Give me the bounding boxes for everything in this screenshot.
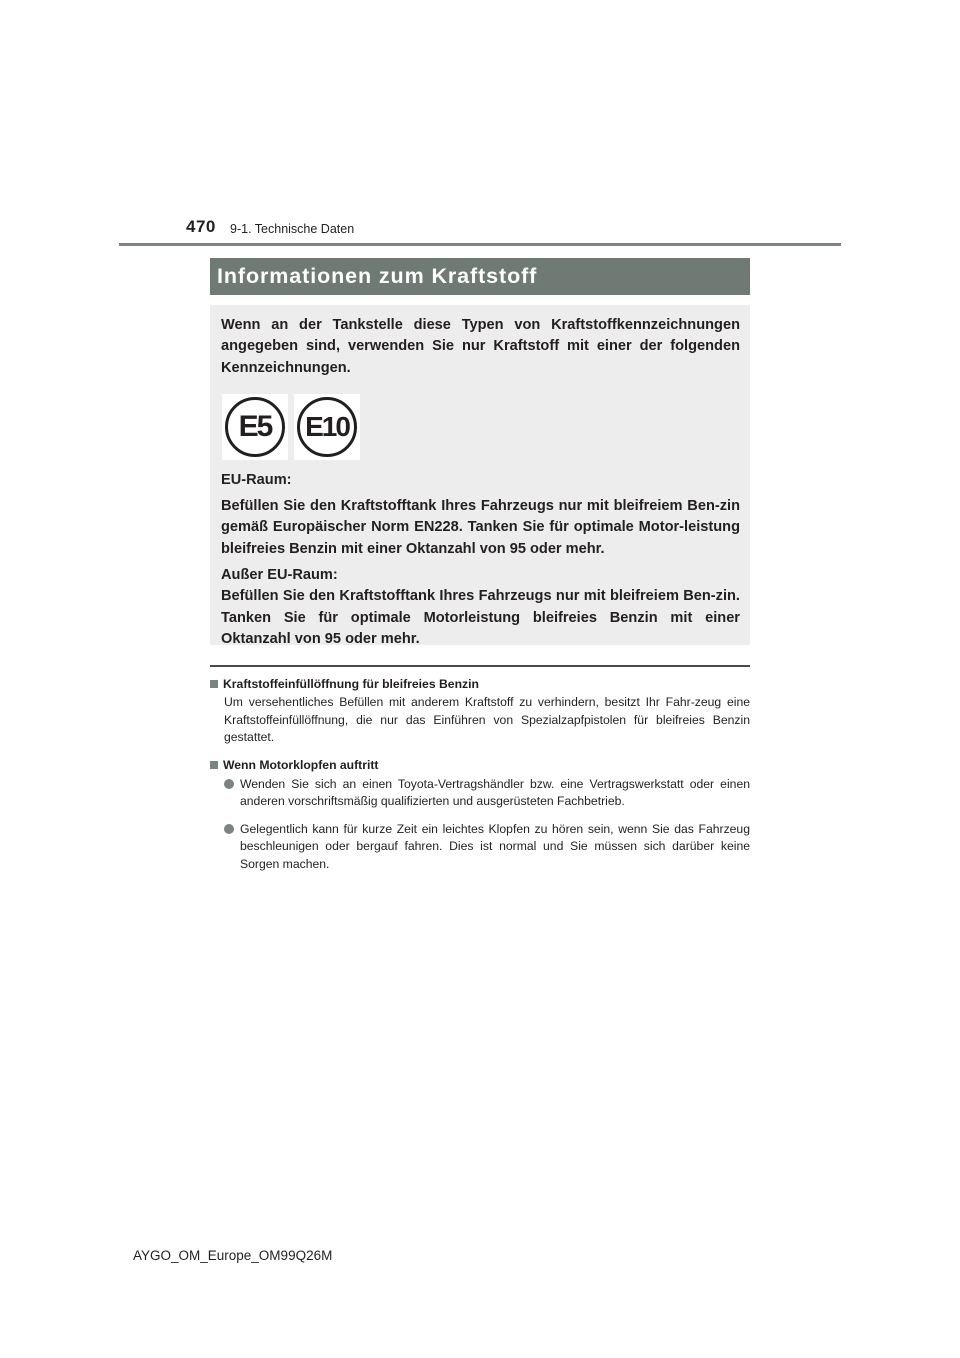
square-bullet-icon [210,761,218,769]
list-item-text: Gelegentlich kann für kurze Zeit ein leichtes Klopfen zu hören sein, wenn Sie das Fahrzeug beschleunigen oder bergauf fahren. Dies ist normal und Sie müssen sich darüber keine Sorgen machen. [240,821,750,871]
header-rule [119,243,841,246]
non-eu-heading: Außer EU-Raum: [221,567,338,584]
section-label: 9-1. Technische Daten [230,222,355,236]
e10-fuel-label-icon [294,394,360,460]
round-bullet-icon [224,779,234,789]
non-eu-text: Befüllen Sie den Kraftstofftank Ihres Fahrzeugs nur mit bleifreiem Ben-zin. Tanken Sie für optimale Motorleistung bleifreies Benzin mit einer Oktanzahl von 95 oder mehr. [221,588,740,647]
notes-section [210,676,750,873]
eu-text: Befüllen Sie den Kraftstofftank Ihres Fahrzeugs nur mit bleifreiem Ben-zin gemäß Europäischer Norm EN228. Tanken Sie für optimale Motor-leistung bleifreies Benzin mit einer Oktanzahl von 95 oder mehr. [221,498,740,557]
round-bullet-icon [224,824,234,834]
note-heading: Wenn Motorklopfen auftritt [223,757,379,772]
note-fuel-filler [210,676,750,747]
e5-fuel-label-icon [222,394,288,460]
note-engine-knocking [210,757,750,874]
page-number: 470 [186,217,216,236]
page-title: Informationen zum Kraftstoff [210,258,750,295]
list-item [224,821,750,874]
non-eu-section [221,565,740,650]
note-body: Um versehentliches Befüllen mit anderem Kraftstoff zu verhindern, besitzt Ihr Fahr-zeug eine Kraftstoffeinfüllöffnung, die nur das Einführen von Spezialzapfpistolen für bleifreies Benzin gestattet. [224,695,750,744]
footer-doc-id: AYGO_OM_Europe_OM99Q26M [133,1248,333,1263]
fuel-info-box [210,305,750,645]
section-divider [210,665,750,667]
note-heading: Kraftstoffeinfüllöffnung für bleifreies Benzin [223,677,479,691]
intro-text: Wenn an der Tankstelle diese Typen von Kraftstoffkennzeichnungen angegeben sind, verwenden Sie nur Kraftstoff mit einer der folgenden Kennzeichnungen. [221,317,740,376]
list-item-text: Wenden Sie sich an einen Toyota-Vertragshändler bzw. eine Vertragswerkstatt oder einen anderen vorschriftsmäßig qualifizierten und ausgerüsteten Fachbetrieb. [240,776,750,808]
eu-heading: EU-Raum: [221,471,292,488]
e10-label-text: E10 [297,397,357,457]
list-item [224,776,750,811]
square-bullet-icon [210,680,218,688]
fuel-label-badges [222,394,740,460]
e5-label-text: E5 [225,397,285,457]
